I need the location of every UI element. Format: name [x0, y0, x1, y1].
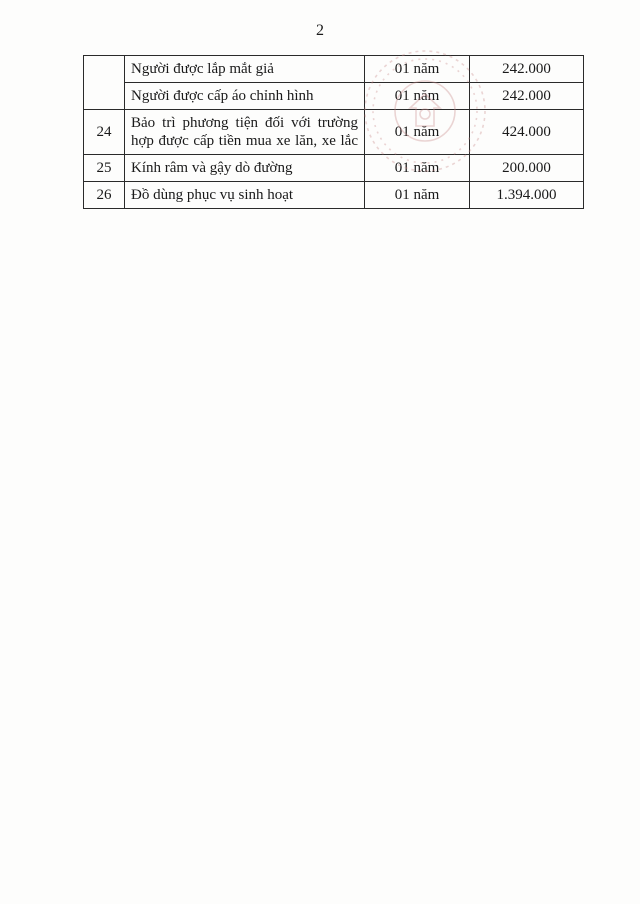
period-cell: 01 năm — [365, 56, 470, 83]
table-row — [84, 155, 584, 182]
amount-cell: 242.000 — [470, 56, 584, 83]
table-row — [84, 182, 584, 209]
row-number-cell — [84, 56, 125, 110]
allowance-table — [83, 55, 584, 209]
table-row — [84, 83, 584, 110]
period-cell: 01 năm — [365, 182, 470, 209]
row-number-cell: 25 — [84, 155, 125, 182]
amount-cell: 1.394.000 — [470, 182, 584, 209]
item-name-cell: Người được cấp áo chỉnh hình — [125, 83, 365, 110]
table-row — [84, 110, 584, 155]
row-number-cell: 26 — [84, 182, 125, 209]
amount-cell: 424.000 — [470, 110, 584, 155]
period-cell: 01 năm — [365, 83, 470, 110]
row-number-cell: 24 — [84, 110, 125, 155]
amount-cell: 200.000 — [470, 155, 584, 182]
amount-cell: 242.000 — [470, 83, 584, 110]
table-row — [84, 56, 584, 83]
page-number: 2 — [316, 22, 324, 39]
item-name-cell: Người được lắp mắt giả — [125, 56, 365, 83]
item-name-cell: Đồ dùng phục vụ sinh hoạt — [125, 182, 365, 209]
item-name-cell: Kính râm và gậy dò đường — [125, 155, 365, 182]
period-cell: 01 năm — [365, 110, 470, 155]
item-name-cell: Bảo trì phương tiện đối với trường hợp được cấp tiền mua xe lăn, xe lắc — [125, 110, 365, 155]
period-cell: 01 năm — [365, 155, 470, 182]
